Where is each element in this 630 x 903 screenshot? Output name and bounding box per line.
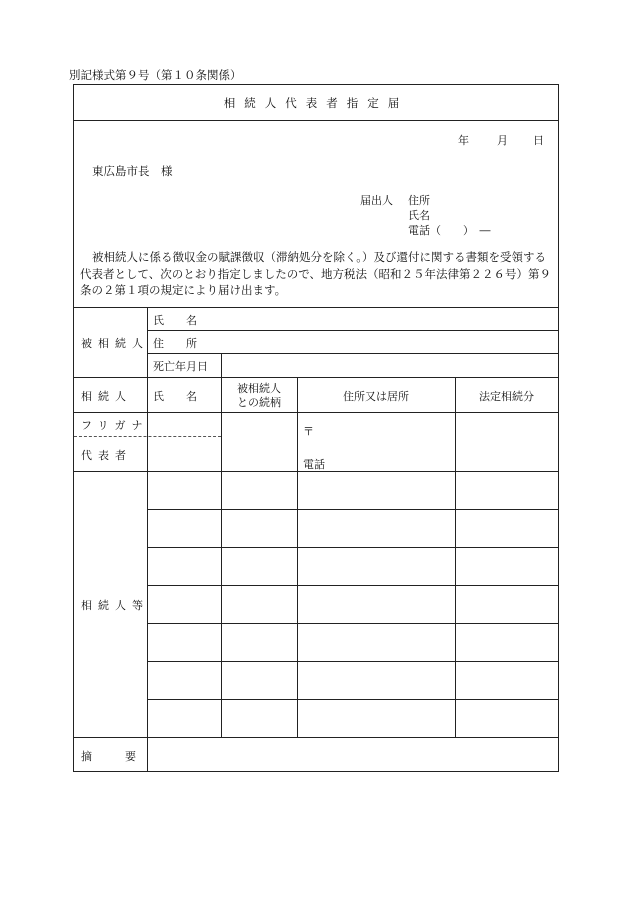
form-title: 相続人代表者指定届 xyxy=(223,96,409,110)
postal-mark: 〒 xyxy=(303,425,314,438)
heir-name-header: 氏 名 xyxy=(153,390,197,403)
representative-label: 代表者 xyxy=(81,449,132,462)
representative-phone-label: 電話 xyxy=(303,458,325,471)
address-header: 住所又は居所 xyxy=(343,390,409,403)
heir-header: 相続人 xyxy=(81,390,132,403)
notifier-address: 住所 xyxy=(408,194,430,207)
relation-header-line2: との続柄 xyxy=(237,396,281,409)
addressee: 東広島市長 様 xyxy=(92,164,173,178)
notifier-label: 届出人 xyxy=(360,194,393,207)
notifier-phone: 電話（ ） ― xyxy=(408,224,491,237)
other-heirs-label: 相続人等 xyxy=(81,599,149,612)
declaration-paragraph: 被相続人に係る徴収金の賦課徴収（滞納処分を除く。）及び還付に関する書類を受領する代表者として、次のとおり指定しましたので、地方税法（昭和２５年法律第２２６号）第９条の２第１項の規定により届け出ます。 xyxy=(80,250,552,297)
date-month: 月 xyxy=(497,134,508,147)
notifier-name: 氏名 xyxy=(408,209,430,222)
decedent-name-label: 氏 名 xyxy=(153,314,197,327)
relation-header-line1: 被相続人 xyxy=(237,382,281,395)
share-header: 法定相続分 xyxy=(479,390,534,403)
decedent-death-date-label: 死亡年月日 xyxy=(153,360,208,373)
date-year: 年 xyxy=(458,134,469,147)
form-number-label: 別記様式第９号（第１０条関係） xyxy=(69,68,242,82)
remarks-label: 摘 要 xyxy=(81,750,136,763)
notification-form xyxy=(73,84,559,772)
decedent-label: 被相続人 xyxy=(81,337,149,350)
date-day: 日 xyxy=(533,134,544,147)
decedent-address-label: 住 所 xyxy=(153,337,197,350)
furigana-label: フリガナ xyxy=(81,419,149,432)
